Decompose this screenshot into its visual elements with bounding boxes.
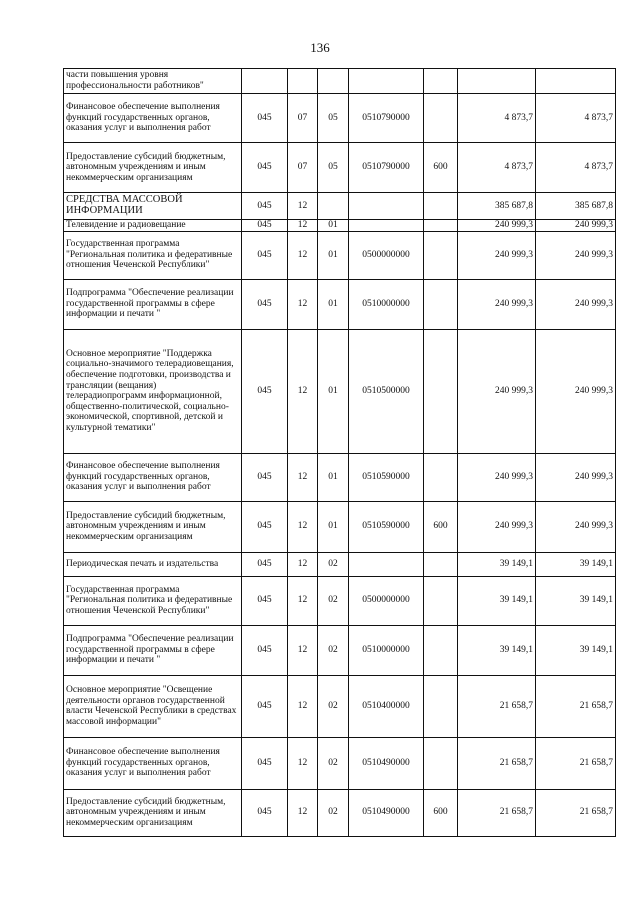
row-expense-type xyxy=(424,737,458,789)
row-amount-2 xyxy=(536,69,616,94)
row-subsection: 05 xyxy=(318,143,349,193)
row-amount-1: 240 999,3 xyxy=(458,501,536,552)
row-admin-code: 045 xyxy=(242,625,288,675)
row-amount-2: 21 658,7 xyxy=(536,789,616,836)
row-subsection: 01 xyxy=(318,279,349,329)
row-section: 12 xyxy=(288,737,318,789)
row-subsection: 01 xyxy=(318,220,349,232)
row-name: Финансовое обеспечение выполнения функций государственных органов, оказания услуг и выполнения работ xyxy=(64,453,242,501)
row-name: СРЕДСТВА МАССОВОЙ ИНФОРМАЦИИ xyxy=(64,193,242,220)
row-amount-2: 240 999,3 xyxy=(536,231,616,279)
row-section: 12 xyxy=(288,193,318,220)
row-target-article xyxy=(349,552,424,576)
row-name: части повышения уровня профессиональности работников" xyxy=(64,69,242,94)
row-admin-code: 045 xyxy=(242,737,288,789)
row-expense-type xyxy=(424,69,458,94)
row-section: 12 xyxy=(288,231,318,279)
row-subsection: 01 xyxy=(318,453,349,501)
row-amount-1: 4 873,7 xyxy=(458,143,536,193)
row-admin-code: 045 xyxy=(242,329,288,453)
row-name: Периодическая печать и издательства xyxy=(64,552,242,576)
row-amount-2: 21 658,7 xyxy=(536,675,616,737)
row-expense-type xyxy=(424,453,458,501)
row-expense-type: 600 xyxy=(424,789,458,836)
row-expense-type xyxy=(424,329,458,453)
row-expense-type xyxy=(424,675,458,737)
row-name: Телевидение и радиовещание xyxy=(64,220,242,232)
row-target-article: 0510500000 xyxy=(349,329,424,453)
table-row xyxy=(64,279,616,329)
table-row xyxy=(64,625,616,675)
table-row xyxy=(64,453,616,501)
row-name: Государственная программа "Региональная политика и федеративные отношения Чеченской Республики" xyxy=(64,576,242,625)
row-amount-2: 39 149,1 xyxy=(536,576,616,625)
row-amount-1: 21 658,7 xyxy=(458,789,536,836)
row-target-article: 0510790000 xyxy=(349,143,424,193)
row-amount-1: 39 149,1 xyxy=(458,576,536,625)
row-subsection xyxy=(318,69,349,94)
row-section: 12 xyxy=(288,576,318,625)
row-amount-1: 240 999,3 xyxy=(458,329,536,453)
row-admin-code xyxy=(242,69,288,94)
row-target-article: 0510400000 xyxy=(349,675,424,737)
row-section: 07 xyxy=(288,94,318,143)
row-amount-2: 39 149,1 xyxy=(536,552,616,576)
table-row xyxy=(64,220,616,232)
row-subsection: 01 xyxy=(318,329,349,453)
row-expense-type xyxy=(424,220,458,232)
row-amount-1: 240 999,3 xyxy=(458,453,536,501)
table-row xyxy=(64,193,616,220)
row-amount-2: 240 999,3 xyxy=(536,453,616,501)
table-row xyxy=(64,789,616,836)
row-target-article: 0510790000 xyxy=(349,94,424,143)
budget-table-body xyxy=(64,69,616,837)
row-subsection: 02 xyxy=(318,675,349,737)
row-expense-type xyxy=(424,193,458,220)
row-admin-code: 045 xyxy=(242,552,288,576)
row-amount-2: 240 999,3 xyxy=(536,220,616,232)
row-target-article: 0510490000 xyxy=(349,737,424,789)
row-admin-code: 045 xyxy=(242,220,288,232)
row-admin-code: 045 xyxy=(242,94,288,143)
row-amount-2: 4 873,7 xyxy=(536,143,616,193)
row-name: Подпрограмма "Обеспечение реализации государственной программы в сфере информации и печати " xyxy=(64,625,242,675)
row-target-article: 0510000000 xyxy=(349,279,424,329)
row-target-article xyxy=(349,69,424,94)
row-expense-type xyxy=(424,94,458,143)
row-section: 12 xyxy=(288,675,318,737)
row-section: 12 xyxy=(288,501,318,552)
row-admin-code: 045 xyxy=(242,576,288,625)
row-name: Подпрограмма "Обеспечение реализации государственной программы в сфере информации и печати " xyxy=(64,279,242,329)
row-section: 12 xyxy=(288,220,318,232)
row-amount-2: 385 687,8 xyxy=(536,193,616,220)
row-subsection: 02 xyxy=(318,789,349,836)
row-target-article xyxy=(349,220,424,232)
row-admin-code: 045 xyxy=(242,789,288,836)
row-subsection: 01 xyxy=(318,501,349,552)
row-target-article: 0510000000 xyxy=(349,625,424,675)
row-admin-code: 045 xyxy=(242,453,288,501)
row-amount-2: 21 658,7 xyxy=(536,737,616,789)
row-admin-code: 045 xyxy=(242,193,288,220)
row-subsection: 01 xyxy=(318,231,349,279)
row-expense-type xyxy=(424,625,458,675)
row-target-article: 0510590000 xyxy=(349,501,424,552)
row-section: 12 xyxy=(288,329,318,453)
row-expense-type xyxy=(424,231,458,279)
row-admin-code: 045 xyxy=(242,231,288,279)
row-amount-1: 240 999,3 xyxy=(458,231,536,279)
row-target-article: 0500000000 xyxy=(349,231,424,279)
row-subsection: 02 xyxy=(318,625,349,675)
row-admin-code: 045 xyxy=(242,675,288,737)
row-section: 12 xyxy=(288,453,318,501)
row-subsection: 02 xyxy=(318,552,349,576)
table-row xyxy=(64,501,616,552)
row-target-article: 0500000000 xyxy=(349,576,424,625)
table-row xyxy=(64,143,616,193)
row-amount-1: 240 999,3 xyxy=(458,279,536,329)
row-name: Предоставление субсидий бюджетным, автономным учреждениям и иным некоммерческим организациям xyxy=(64,789,242,836)
row-section: 07 xyxy=(288,143,318,193)
row-section: 12 xyxy=(288,279,318,329)
row-amount-1: 385 687,8 xyxy=(458,193,536,220)
row-name: Основное мероприятие "Поддержка социально-значимого телерадиовещания, обеспечение подготовки, производства и трансляции (вещания) телерадиопрограмм информационной, общественно-политической, социально-экономической, спортивной, детской и культурной тематики" xyxy=(64,329,242,453)
row-amount-2: 240 999,3 xyxy=(536,279,616,329)
row-subsection: 02 xyxy=(318,737,349,789)
row-expense-type: 600 xyxy=(424,143,458,193)
row-expense-type xyxy=(424,552,458,576)
table-row xyxy=(64,737,616,789)
row-subsection xyxy=(318,193,349,220)
row-subsection: 02 xyxy=(318,576,349,625)
row-admin-code: 045 xyxy=(242,143,288,193)
row-admin-code: 045 xyxy=(242,279,288,329)
row-amount-2: 4 873,7 xyxy=(536,94,616,143)
page-number: 136 xyxy=(310,40,330,55)
table-row xyxy=(64,94,616,143)
table-row xyxy=(64,675,616,737)
row-name: Предоставление субсидий бюджетным, автономным учреждениям и иным некоммерческим организациям xyxy=(64,143,242,193)
row-amount-1: 240 999,3 xyxy=(458,220,536,232)
row-subsection: 05 xyxy=(318,94,349,143)
row-expense-type xyxy=(424,279,458,329)
table-row xyxy=(64,576,616,625)
row-section: 12 xyxy=(288,625,318,675)
row-name: Основное мероприятие "Освещение деятельности органов государственной власти Чеченской Республики в средствах массовой информации" xyxy=(64,675,242,737)
table-row xyxy=(64,552,616,576)
row-amount-2: 39 149,1 xyxy=(536,625,616,675)
row-amount-1: 21 658,7 xyxy=(458,737,536,789)
row-amount-1: 39 149,1 xyxy=(458,552,536,576)
row-amount-1: 4 873,7 xyxy=(458,94,536,143)
row-name: Финансовое обеспечение выполнения функций государственных органов, оказания услуг и выполнения работ xyxy=(64,737,242,789)
row-amount-1 xyxy=(458,69,536,94)
table-row xyxy=(64,329,616,453)
row-expense-type xyxy=(424,576,458,625)
row-amount-2: 240 999,3 xyxy=(536,329,616,453)
table-row xyxy=(64,231,616,279)
row-target-article: 0510490000 xyxy=(349,789,424,836)
table-row xyxy=(64,69,616,94)
row-target-article: 0510590000 xyxy=(349,453,424,501)
row-section xyxy=(288,69,318,94)
row-name: Финансовое обеспечение выполнения функций государственных органов, оказания услуг и выполнения работ xyxy=(64,94,242,143)
row-admin-code: 045 xyxy=(242,501,288,552)
row-target-article xyxy=(349,193,424,220)
row-amount-2: 240 999,3 xyxy=(536,501,616,552)
row-section: 12 xyxy=(288,552,318,576)
row-section: 12 xyxy=(288,789,318,836)
budget-table xyxy=(63,68,616,837)
row-expense-type: 600 xyxy=(424,501,458,552)
row-name: Государственная программа "Региональная политика и федеративные отношения Чеченской Республики" xyxy=(64,231,242,279)
row-amount-1: 21 658,7 xyxy=(458,675,536,737)
row-name: Предоставление субсидий бюджетным, автономным учреждениям и иным некоммерческим организациям xyxy=(64,501,242,552)
row-amount-1: 39 149,1 xyxy=(458,625,536,675)
